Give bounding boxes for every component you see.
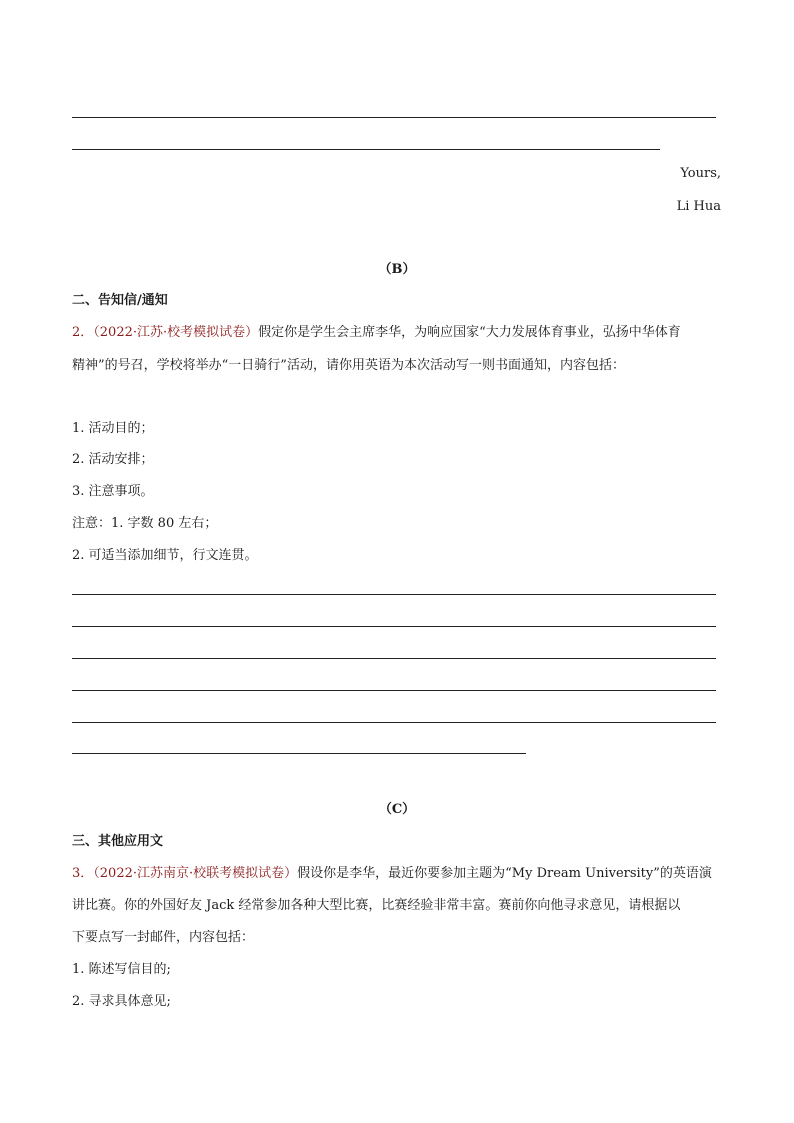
answer-line <box>72 690 716 691</box>
question-3-line-1 <box>72 866 712 882</box>
letter-closing-yours: Yours, <box>680 166 721 181</box>
section-c-heading: 三、其他应用文 <box>72 834 164 849</box>
section-b-label: （B） <box>378 262 416 277</box>
question-source: （2022·江苏·校考模拟试卷） <box>93 325 259 340</box>
question-3-line-3: 下要点写一封邮件，内容包括： <box>72 930 255 945</box>
question-text: 假设你是李华，最近你要参加主题为“My Dream University”的英语演 <box>297 866 712 881</box>
question-text: 假定你是学生会主席李华，为响应国家“大力发展体育事业，弘扬中华体育 <box>258 325 681 340</box>
answer-line <box>72 149 660 150</box>
list-item: 1. 活动目的； <box>72 421 154 436</box>
question-3-line-2: 讲比赛。你的外国好友 Jack 经常参加各种大型比赛，比赛经验非常丰富。赛前你向他寻求意见，请根据以 <box>72 898 681 913</box>
note-line: 注意：1. 字数 80 左右； <box>72 516 218 531</box>
question-number: 3． <box>72 866 94 881</box>
letter-signature: Li Hua <box>676 199 721 214</box>
answer-line <box>72 753 526 754</box>
section-b-heading: 二、告知信/通知 <box>72 293 168 308</box>
question-2-line-2: 精神”的号召，学校将举办“一日骑行”活动，请你用英语为本次活动写一则书面通知，内容包括： <box>72 358 625 373</box>
answer-line <box>72 117 716 118</box>
note-line: 2. 可适当添加细节，行文连贯。 <box>72 548 258 563</box>
question-source: （2022·江苏南京·校联考模拟试卷） <box>93 866 298 881</box>
section-c-label: （C） <box>378 802 416 817</box>
list-item: 2. 寻求具体意见; <box>72 994 171 1009</box>
answer-line <box>72 658 716 659</box>
answer-line <box>72 626 716 627</box>
answer-line <box>72 722 716 723</box>
list-item: 1. 陈述写信目的; <box>72 962 171 977</box>
question-number: 2． <box>72 325 94 340</box>
question-2-line-1 <box>72 325 681 341</box>
list-item: 3. 注意事项。 <box>72 484 154 499</box>
answer-line <box>72 594 716 595</box>
list-item: 2. 活动安排； <box>72 452 154 467</box>
